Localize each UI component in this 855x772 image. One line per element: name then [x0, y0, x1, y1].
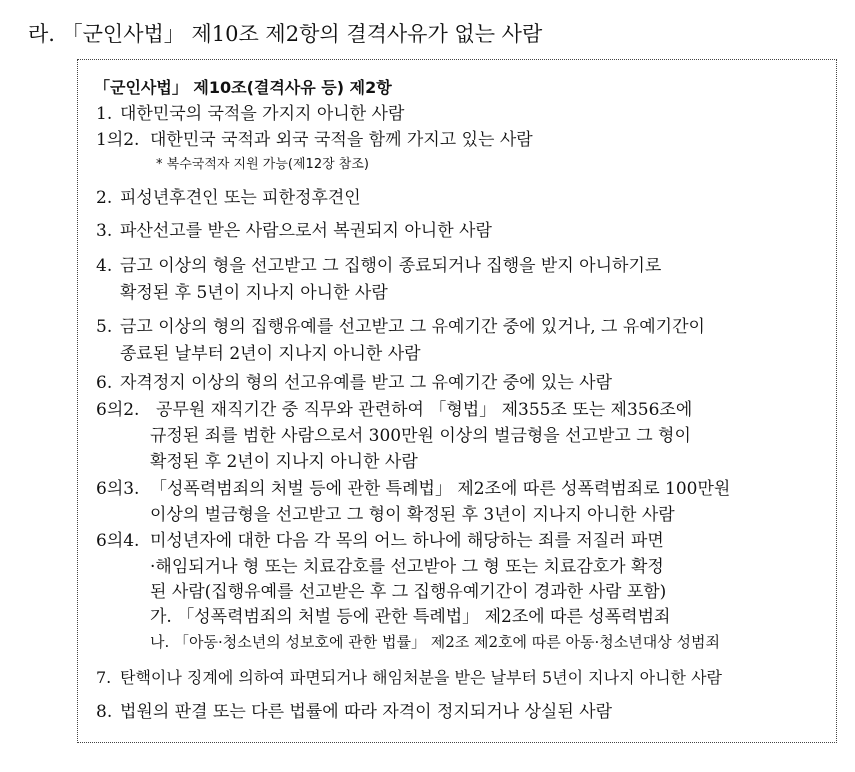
item-text: 자격정지 이상의 형의 선고유예를 받고 그 유예기간 중에 있는 사람	[120, 373, 613, 393]
item-number: 1의2.	[96, 130, 140, 150]
item-text: ·해임되거나 형 또는 치료감호를 선고받아 그 형 또는 치료감호가 확정	[150, 557, 664, 577]
item-number: 2.	[96, 188, 113, 208]
sub-item-na: 나. 「아동·청소년의 성보호에 관한 법률」 제2조 제2호에 따른 아동·청소년대상 성범죄	[150, 633, 720, 651]
item-text: 종료된 날부터 2년이 지나지 아니한 사람	[120, 344, 421, 364]
item-text: 파산선고를 받은 사람으로서 복권되지 아니한 사람	[120, 221, 492, 241]
item-text: 확정된 후 5년이 지나지 아니한 사람	[120, 283, 388, 303]
item-text: 「성폭력범죄의 처벌 등에 관한 특례법」 제2조에 따른 성폭력범죄로 100만원	[150, 479, 731, 499]
item-text: 피성년후견인 또는 피한정후견인	[120, 188, 361, 208]
legal-excerpt-box	[77, 59, 837, 743]
item-number: 4.	[96, 256, 113, 276]
item-text: 대한민국의 국적을 가지지 아니한 사람	[120, 104, 405, 124]
sub-item-ga: 가. 「성폭력범죄의 처벌 등에 관한 특례법」 제2조에 따른 성폭력범죄	[150, 607, 671, 627]
item-note: * 복수국적자 지원 가능(제12장 참조)	[156, 157, 369, 172]
section-heading: 라. 「군인사법」 제10조 제2항의 결격사유가 없는 사람	[28, 22, 543, 46]
item-number: 1.	[96, 104, 113, 124]
item-text: 금고 이상의 형의 집행유예를 선고받고 그 유예기간 중에 있거나, 그 유예기간이	[120, 317, 705, 337]
item-number: 6.	[96, 373, 113, 393]
item-text: 미성년자에 대한 다음 각 목의 어느 하나에 해당하는 죄를 저질러 파면	[150, 531, 664, 551]
item-text: 이상의 벌금형을 선고받고 그 형이 확정된 후 3년이 지나지 아니한 사람	[150, 505, 675, 525]
item-number: 6의2.	[96, 400, 140, 420]
item-text: 탄핵이나 징계에 의하여 파면되거나 해임처분을 받은 날부터 5년이 지나지 아니한 사람	[120, 668, 722, 687]
item-number: 5.	[96, 317, 113, 337]
item-number: 6의4.	[96, 531, 140, 551]
item-text: 확정된 후 2년이 지나지 아니한 사람	[150, 452, 418, 472]
item-number: 3.	[96, 221, 113, 241]
item-text: 대한민국 국적과 외국 국적을 함께 가지고 있는 사람	[150, 130, 533, 150]
item-text: 규정된 죄를 범한 사람으로서 300만원 이상의 벌금형을 선고받고 그 형이	[150, 426, 691, 446]
item-text: 공무원 재직기간 중 직무와 관련하여 「형법」 제355조 또는 제356조에	[156, 400, 693, 420]
item-number: 7.	[96, 668, 112, 687]
item-text: 금고 이상의 형을 선고받고 그 집행이 종료되거나 집행을 받지 아니하기로	[120, 256, 662, 276]
excerpt-title: 「군인사법」 제10조(결격사유 등) 제2항	[94, 78, 392, 97]
item-number: 6의3.	[96, 479, 140, 499]
item-text: 된 사람(집행유예를 선고받은 후 그 집행유예기간이 경과한 사람 포함)	[150, 582, 667, 602]
item-text: 법원의 판결 또는 다른 법률에 따라 자격이 정지되거나 상실된 사람	[120, 702, 613, 722]
item-number: 8.	[96, 702, 113, 722]
